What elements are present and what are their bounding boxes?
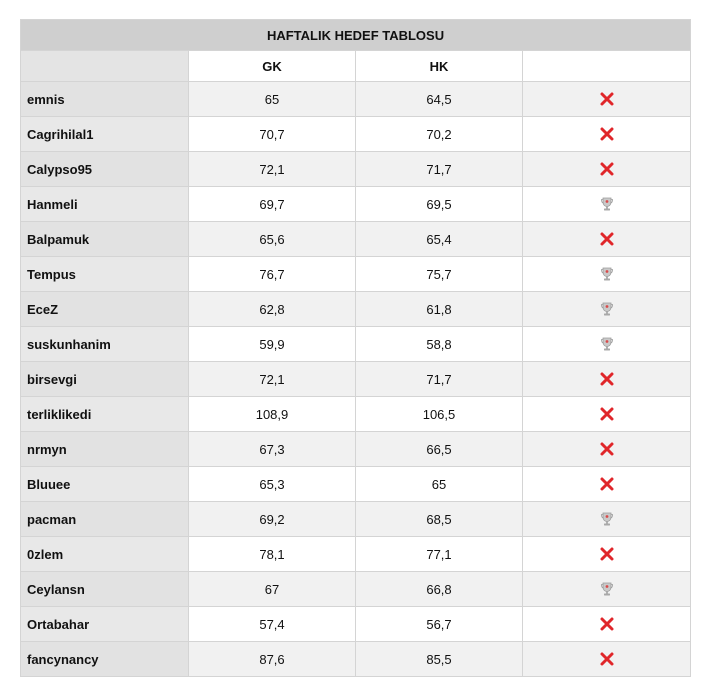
hk-value: 68,5 <box>356 502 523 537</box>
gk-value: 87,6 <box>189 642 356 677</box>
table-row <box>21 327 691 362</box>
hk-value: 85,5 <box>356 642 523 677</box>
table-title: HAFTALIK HEDEF TABLOSU <box>21 20 691 51</box>
gk-value: 65,6 <box>189 222 356 257</box>
hk-value: 77,1 <box>356 537 523 572</box>
status-cell <box>523 537 691 572</box>
member-name: Ortabahar <box>21 607 189 642</box>
gk-value: 67 <box>189 572 356 607</box>
table-row <box>21 152 691 187</box>
trophy-icon <box>599 336 615 352</box>
member-name: 0zlem <box>21 537 189 572</box>
member-name: birsevgi <box>21 362 189 397</box>
cross-icon <box>599 441 615 457</box>
member-name: fancynancy <box>21 642 189 677</box>
member-name: Balpamuk <box>21 222 189 257</box>
hk-value: 69,5 <box>356 187 523 222</box>
status-cell <box>523 502 691 537</box>
status-cell <box>523 292 691 327</box>
gk-value: 65,3 <box>189 467 356 502</box>
hk-value: 66,8 <box>356 572 523 607</box>
status-cell <box>523 152 691 187</box>
hk-value: 71,7 <box>356 152 523 187</box>
hk-value: 65 <box>356 467 523 502</box>
table-row <box>21 82 691 117</box>
status-cell <box>523 117 691 152</box>
gk-value: 69,2 <box>189 502 356 537</box>
weekly-goal-table <box>20 19 691 677</box>
cross-icon <box>599 126 615 142</box>
cross-icon <box>599 161 615 177</box>
member-name: EceZ <box>21 292 189 327</box>
header-row <box>21 51 691 82</box>
table-row <box>21 502 691 537</box>
hk-value: 66,5 <box>356 432 523 467</box>
gk-value: 72,1 <box>189 152 356 187</box>
status-cell <box>523 572 691 607</box>
member-name: nrmyn <box>21 432 189 467</box>
status-cell <box>523 222 691 257</box>
member-name: suskunhanim <box>21 327 189 362</box>
hk-value: 106,5 <box>356 397 523 432</box>
cross-icon <box>599 91 615 107</box>
gk-value: 67,3 <box>189 432 356 467</box>
status-cell <box>523 432 691 467</box>
member-name: Calypso95 <box>21 152 189 187</box>
table-row <box>21 572 691 607</box>
member-name: Tempus <box>21 257 189 292</box>
member-name: emnis <box>21 82 189 117</box>
hk-value: 75,7 <box>356 257 523 292</box>
table-row <box>21 537 691 572</box>
table-row <box>21 397 691 432</box>
member-name: pacman <box>21 502 189 537</box>
table-row <box>21 607 691 642</box>
status-cell <box>523 607 691 642</box>
status-cell <box>523 327 691 362</box>
trophy-icon <box>599 266 615 282</box>
table-row <box>21 222 691 257</box>
table-row <box>21 362 691 397</box>
gk-value: 62,8 <box>189 292 356 327</box>
header-hk: HK <box>356 51 523 82</box>
cross-icon <box>599 651 615 667</box>
status-cell <box>523 397 691 432</box>
cross-icon <box>599 616 615 632</box>
header-status <box>523 51 691 82</box>
gk-value: 76,7 <box>189 257 356 292</box>
trophy-icon <box>599 511 615 527</box>
gk-value: 72,1 <box>189 362 356 397</box>
hk-value: 58,8 <box>356 327 523 362</box>
cross-icon <box>599 546 615 562</box>
status-cell <box>523 362 691 397</box>
trophy-icon <box>599 301 615 317</box>
table-row <box>21 117 691 152</box>
cross-icon <box>599 371 615 387</box>
gk-value: 108,9 <box>189 397 356 432</box>
gk-value: 69,7 <box>189 187 356 222</box>
gk-value: 78,1 <box>189 537 356 572</box>
table-row <box>21 432 691 467</box>
gk-value: 59,9 <box>189 327 356 362</box>
hk-value: 65,4 <box>356 222 523 257</box>
table-row <box>21 187 691 222</box>
table-row <box>21 257 691 292</box>
hk-value: 71,7 <box>356 362 523 397</box>
hk-value: 70,2 <box>356 117 523 152</box>
trophy-icon <box>599 196 615 212</box>
member-name: Cagrihilal1 <box>21 117 189 152</box>
trophy-icon <box>599 581 615 597</box>
cross-icon <box>599 406 615 422</box>
status-cell <box>523 82 691 117</box>
member-name: Hanmeli <box>21 187 189 222</box>
status-cell <box>523 187 691 222</box>
header-gk: GK <box>189 51 356 82</box>
member-name: Bluuee <box>21 467 189 502</box>
gk-value: 70,7 <box>189 117 356 152</box>
cross-icon <box>599 476 615 492</box>
member-name: terliklikedi <box>21 397 189 432</box>
status-cell <box>523 467 691 502</box>
table-row <box>21 292 691 327</box>
status-cell <box>523 257 691 292</box>
gk-value: 65 <box>189 82 356 117</box>
member-name: Ceylansn <box>21 572 189 607</box>
table-row <box>21 467 691 502</box>
status-cell <box>523 642 691 677</box>
gk-value: 57,4 <box>189 607 356 642</box>
table-row <box>21 642 691 677</box>
hk-value: 64,5 <box>356 82 523 117</box>
hk-value: 56,7 <box>356 607 523 642</box>
hk-value: 61,8 <box>356 292 523 327</box>
cross-icon <box>599 231 615 247</box>
header-name <box>21 51 189 82</box>
